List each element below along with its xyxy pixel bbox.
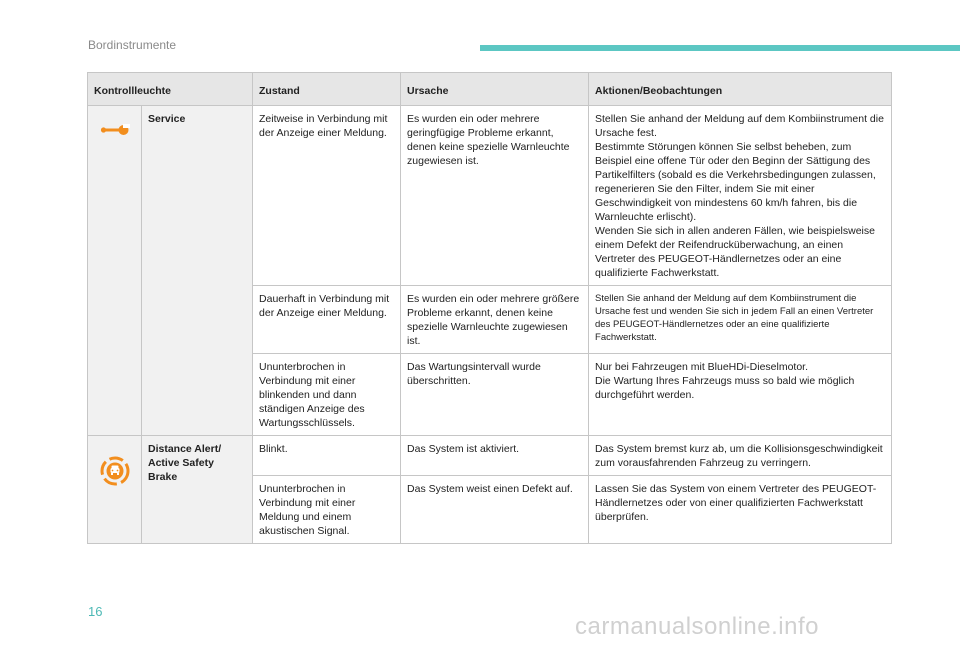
- section-title: Bordinstrumente: [88, 38, 177, 52]
- light-name-service: Service: [142, 106, 253, 436]
- aktionen-cell: [589, 286, 892, 354]
- zustand-cell: Ununterbrochen in Verbindung mit einer Meldung und einem akustischen Signal.: [253, 476, 401, 544]
- zustand-cell: Ununterbrochen in Verbindung mit einer blinkenden und dann ständigen Anzeige des Wartungsschlüssels.: [253, 354, 401, 436]
- ursache-cell: Das Wartungsintervall wurde überschritten.: [401, 354, 589, 436]
- column-header-aktionen: Aktionen/Beobachtungen: [589, 73, 892, 106]
- collision-warning-icon: [100, 456, 130, 490]
- table-header-row: [88, 73, 892, 106]
- table-row: [88, 106, 892, 286]
- distance-alert-icon-cell: [88, 436, 142, 544]
- ursache-cell: Das System ist aktiviert.: [401, 436, 589, 476]
- table-row: [88, 436, 892, 476]
- aktionen-line: Stellen Sie anhand der Meldung auf dem Kombiinstrument die Ursache fest und wenden Sie sich in jedem Fall an einen Vertreter des PEUGEOT-Händlernetzes oder an eine qualifizierte Fachwerkstatt.: [595, 293, 874, 343]
- watermark: carmanualsonline.info: [575, 613, 819, 640]
- aktionen-line: Nur bei Fahrzeugen mit BlueHDi-Dieselmotor.: [595, 361, 809, 373]
- zustand-cell: Zeitweise in Verbindung mit der Anzeige einer Meldung.: [253, 106, 401, 286]
- column-header-kontrollleuchte: Kontrollleuchte: [88, 73, 253, 106]
- aktionen-cell: Lassen Sie das System von einem Vertreter des PEUGEOT-Händlernetzes oder von einer qualifizierten Fachwerkstatt überprüfen.: [589, 476, 892, 544]
- aktionen-cell: Das System bremst kurz ab, um die Kollisionsgeschwindigkeit zum vorausfahrenden Fahrzeug zu verringern.: [589, 436, 892, 476]
- service-icon-cell: [88, 106, 142, 436]
- aktionen-cell: [589, 354, 892, 436]
- aktionen-line: Bestimmte Störungen können Sie selbst beheben, zum Beispiel eine offene Tür oder den Beginn der Sättigung des Partikelfilters (sobald es die Verkehrsbedingungen zulassen, regenerieren Sie den Filter, indem Sie mit einer Geschwindigkeit von mindestens 60 km/h fahren, bis die Warnleuchte erlischt).: [595, 141, 876, 223]
- zustand-cell: Dauerhaft in Verbindung mit der Anzeige einer Meldung.: [253, 286, 401, 354]
- zustand-cell: Blinkt.: [253, 436, 401, 476]
- page-number: 16: [88, 604, 103, 619]
- ursache-cell: Es wurden ein oder mehrere geringfügige Probleme erkannt, denen keine spezielle Warnleuchte zugewiesen ist.: [401, 106, 589, 286]
- wrench-icon: [94, 122, 135, 142]
- aktionen-line: Stellen Sie anhand der Meldung auf dem Kombiinstrument die Ursache fest.: [595, 113, 884, 139]
- light-name-distance-alert: Distance Alert/ Active Safety Brake: [142, 436, 253, 544]
- warning-lights-table: [87, 72, 892, 544]
- column-header-zustand: Zustand: [253, 73, 401, 106]
- aktionen-cell: [589, 106, 892, 286]
- header-accent-bar: [480, 45, 960, 51]
- aktionen-line: Wenden Sie sich in allen anderen Fällen, wie beispielsweise einem Defekt der Reifendrucküberwachung, an einen Vertreter des PEUGEOT-Händlernetzes oder an eine qualifizierte Fachwerkstatt.: [595, 225, 875, 279]
- ursache-cell: Das System weist einen Defekt auf.: [401, 476, 589, 544]
- aktionen-line: Die Wartung Ihres Fahrzeugs muss so bald wie möglich durchgeführt werden.: [595, 375, 855, 401]
- column-header-ursache: Ursache: [401, 73, 589, 106]
- ursache-cell: Es wurden ein oder mehrere größere Probleme erkannt, denen keine spezielle Warnleuchte zugewiesen ist.: [401, 286, 589, 354]
